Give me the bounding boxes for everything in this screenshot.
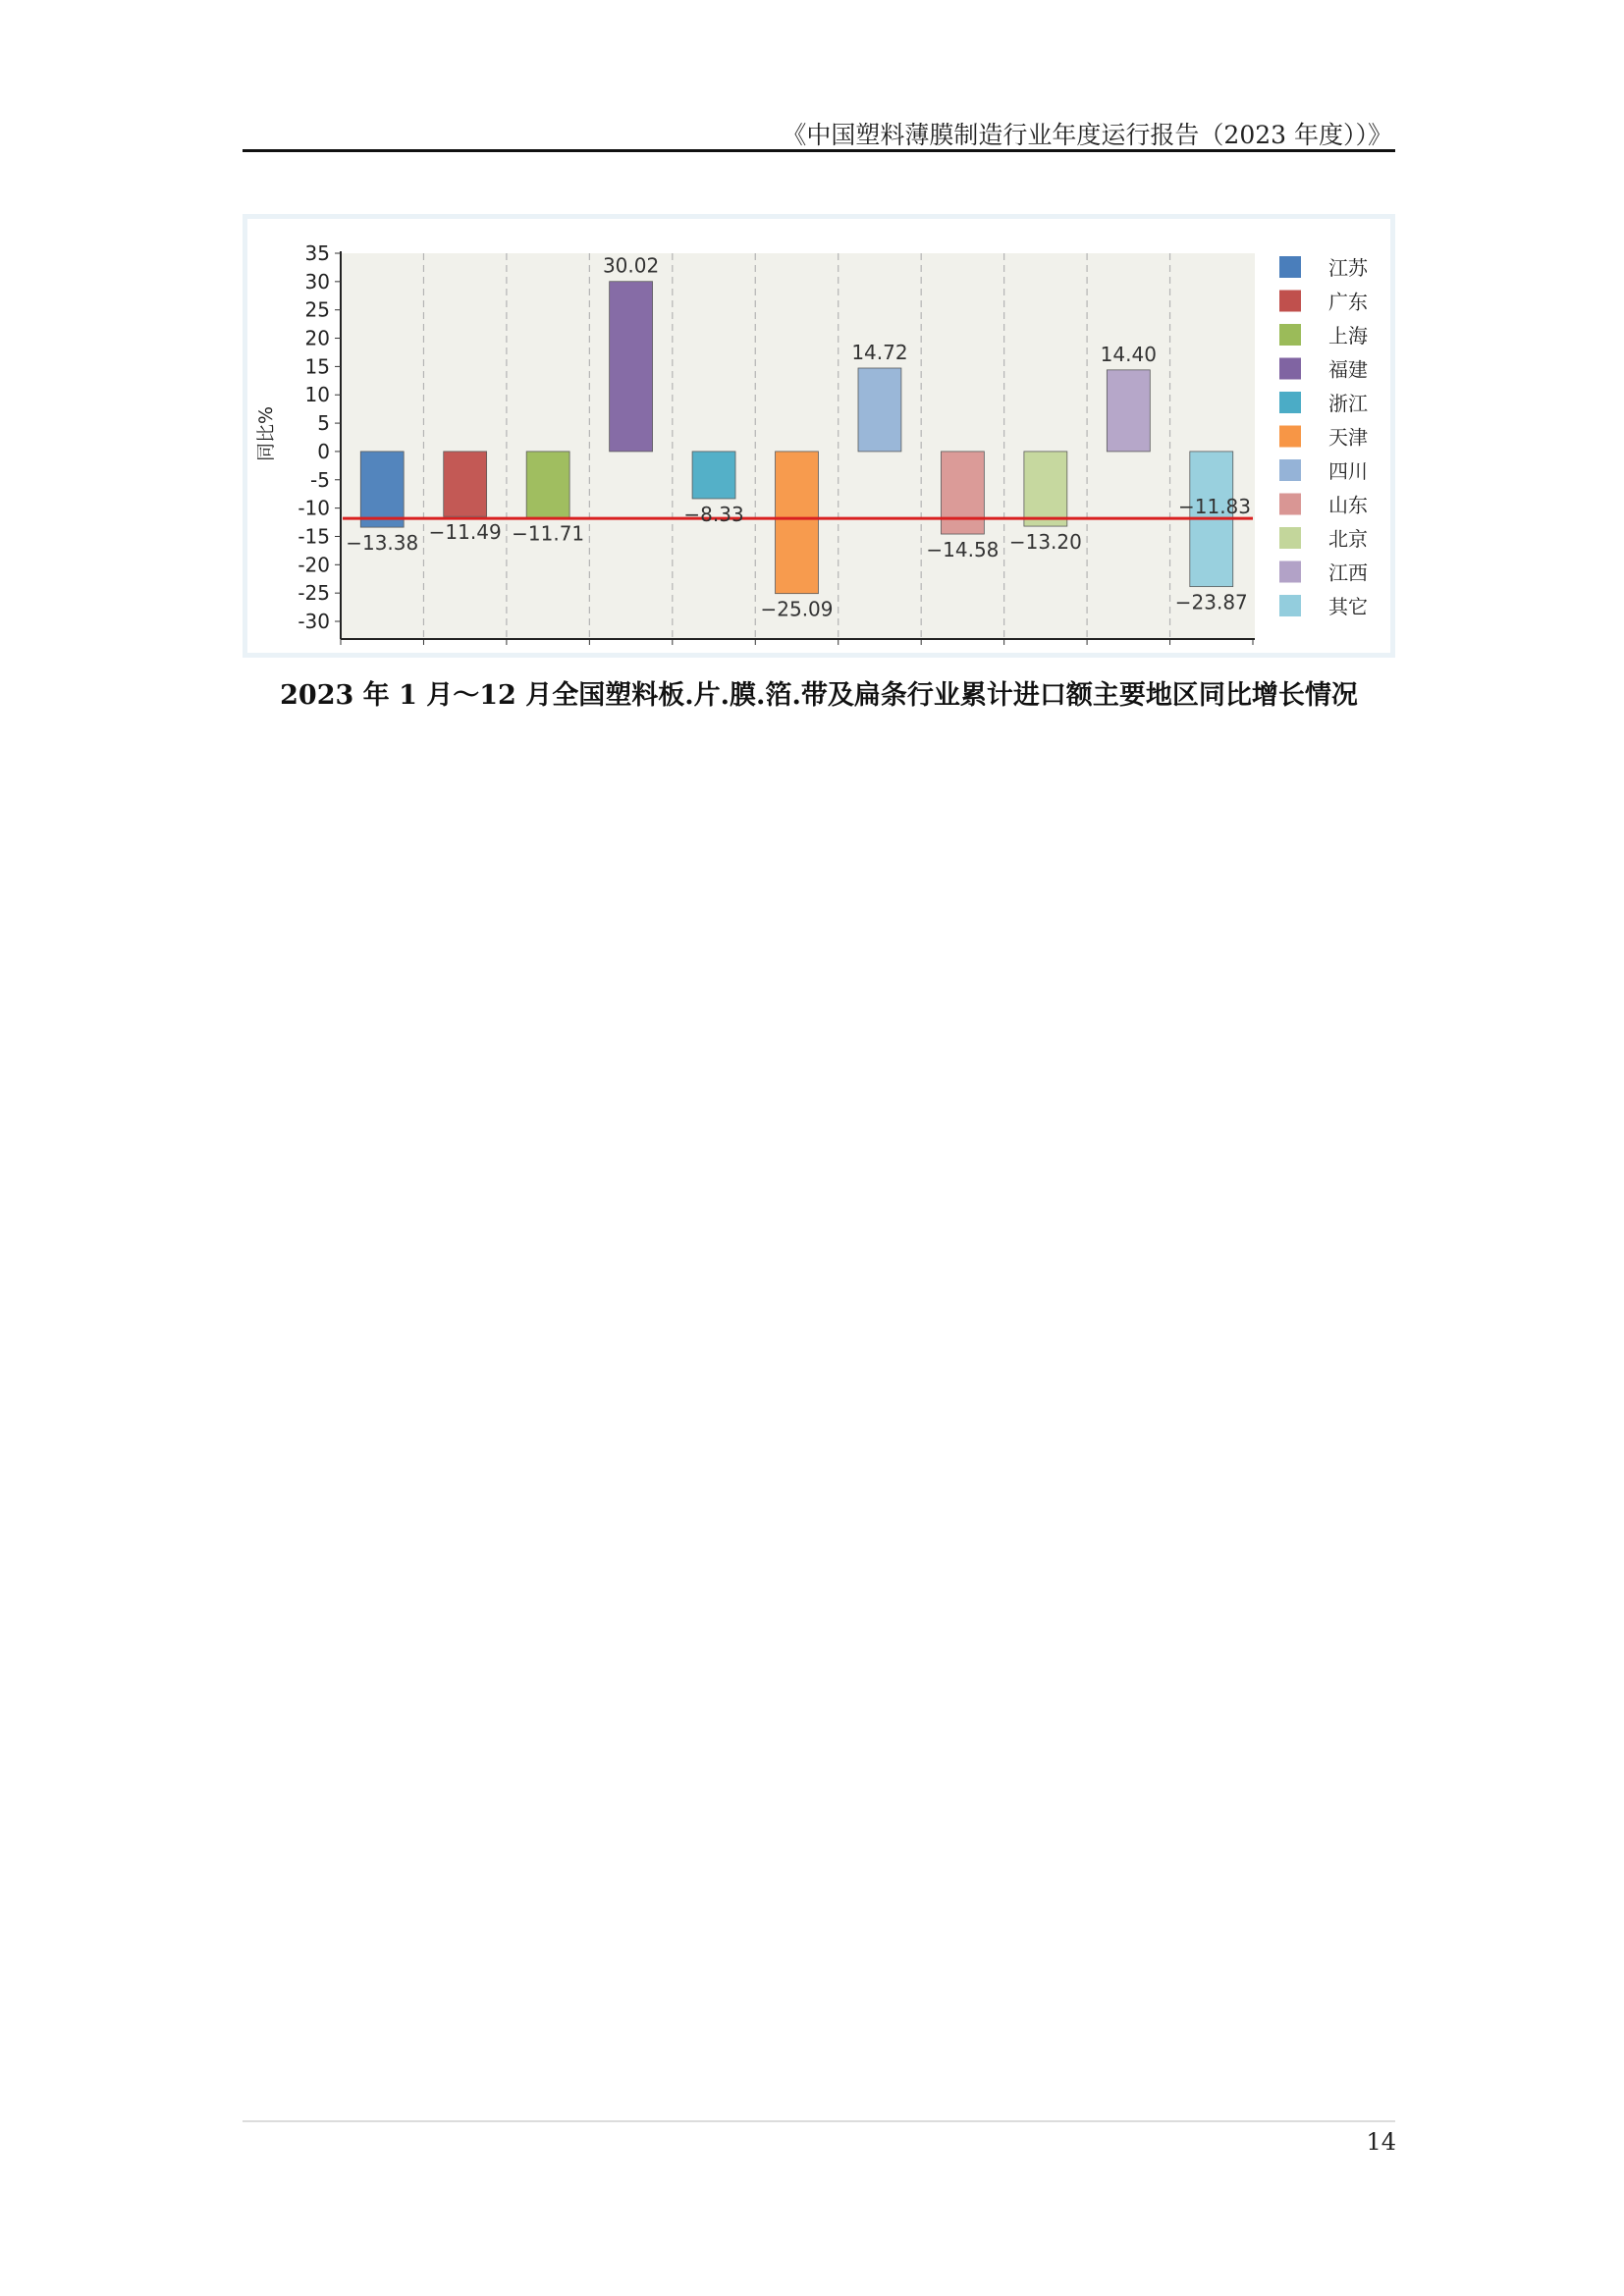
bar-天津 (776, 452, 819, 594)
legend-label: 四川 (1328, 459, 1368, 483)
bar-广东 (444, 452, 487, 516)
data-label: 14.40 (1100, 342, 1157, 366)
bar-江苏 (360, 452, 404, 527)
legend-swatch (1279, 256, 1301, 278)
y-tick-label: 20 (304, 326, 330, 350)
y-tick-label: 35 (304, 241, 330, 265)
legend-label: 广东 (1328, 290, 1368, 314)
bar-四川 (858, 368, 901, 452)
y-tick-label: 10 (304, 383, 330, 407)
bar-山东 (941, 452, 984, 534)
data-label: −13.20 (1008, 530, 1082, 555)
legend-label: 天津 (1328, 425, 1368, 450)
y-tick-label: 0 (317, 439, 330, 463)
bar-江西 (1107, 370, 1150, 452)
data-label: −8.33 (683, 502, 744, 526)
legend-label: 其它 (1328, 595, 1368, 618)
bar-北京 (1024, 452, 1067, 526)
legend-swatch (1279, 358, 1301, 380)
legend-swatch (1279, 527, 1301, 549)
legend-swatch (1279, 291, 1301, 312)
running-header: 《中国塑料薄膜制造行业年度运行报告（2023 年度））》 (782, 121, 1392, 149)
legend-swatch (1279, 561, 1301, 583)
y-tick-label: -20 (298, 553, 330, 577)
legend-swatch (1279, 392, 1301, 413)
legend-swatch (1279, 494, 1301, 515)
y-axis-label: 同比% (255, 405, 277, 462)
legend-label: 上海 (1328, 324, 1368, 347)
chart-canvas (243, 214, 1395, 658)
y-tick-label: -30 (298, 610, 330, 633)
y-tick-label: -10 (298, 496, 330, 520)
legend-label: 江苏 (1328, 256, 1368, 280)
reference-line-label: −11.83 (1177, 495, 1251, 519)
legend-swatch (1279, 595, 1301, 616)
y-tick-label: 30 (304, 269, 330, 294)
legend-label: 山东 (1328, 493, 1368, 517)
data-label: −25.09 (760, 597, 834, 621)
footer-rule (243, 2120, 1395, 2122)
bar-chart (243, 214, 1395, 658)
y-tick-label: 25 (304, 297, 330, 322)
legend-label: 浙江 (1328, 392, 1368, 415)
y-tick-label: -5 (310, 467, 330, 492)
y-tick-label: 15 (304, 354, 330, 379)
legend-swatch (1279, 426, 1301, 448)
data-label: −11.71 (512, 521, 585, 546)
legend-swatch (1279, 459, 1301, 481)
data-label: −23.87 (1174, 590, 1248, 614)
legend-label: 江西 (1328, 561, 1368, 585)
bar-浙江 (692, 452, 735, 499)
legend-swatch (1279, 324, 1301, 346)
y-tick-label: -25 (298, 581, 330, 606)
figure-caption: 2023 年 1 月～12 月全国塑料板.片.膜.箔.带及扁条行业累计进口额主要地区同比增长情况 (280, 680, 1358, 711)
data-label: 14.72 (851, 341, 908, 364)
data-label: −13.38 (346, 531, 419, 556)
y-tick-label: 5 (317, 411, 330, 436)
page-number: 14 (1366, 2128, 1396, 2156)
data-label: −14.58 (926, 538, 1000, 562)
bar-福建 (610, 282, 653, 452)
header-rule (243, 149, 1395, 152)
data-label: 30.02 (602, 253, 660, 278)
y-tick-label: -15 (298, 524, 330, 549)
legend-label: 福建 (1328, 357, 1368, 382)
legend-label: 北京 (1328, 527, 1368, 551)
data-label: −11.49 (428, 520, 502, 545)
bar-上海 (526, 452, 569, 518)
